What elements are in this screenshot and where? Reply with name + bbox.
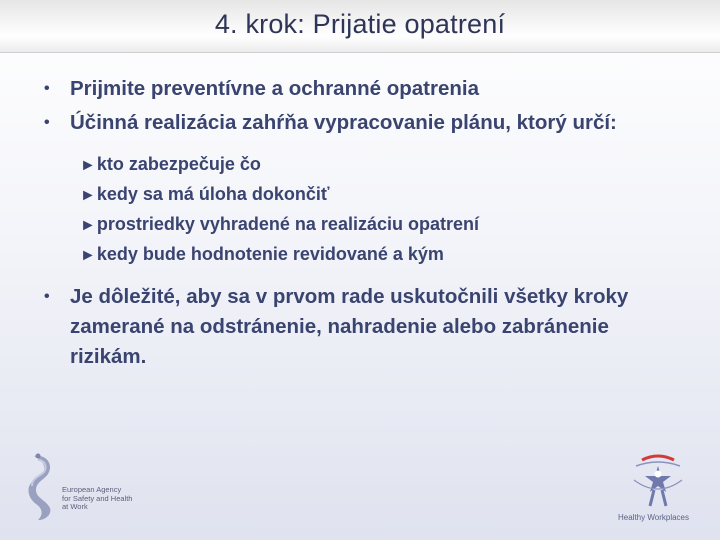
bullet-dot: •	[44, 80, 50, 97]
sub-item-text: kedy bude hodnotenie revidované a kým	[96, 244, 444, 264]
bullet-item	[44, 108, 684, 138]
title-bar	[0, 0, 720, 53]
sub-item-text: prostriedky vyhradené na realizáciu opatrení	[96, 214, 479, 234]
healthy-workplaces-label: Healthy Workplaces	[618, 513, 689, 522]
slide-content	[44, 74, 684, 372]
agency-name: European Agency for Safety and Health at Work	[62, 485, 133, 511]
arrow-right-icon: ►	[80, 217, 96, 234]
sub-item	[80, 150, 684, 180]
bullet-item	[44, 282, 684, 372]
agency-logo	[24, 452, 144, 524]
arrow-right-icon: ►	[80, 187, 96, 204]
sub-item	[80, 180, 684, 210]
sub-item-text: kto zabezpečuje čo	[96, 154, 261, 174]
sub-item	[80, 240, 684, 270]
bullet-dot: •	[44, 288, 50, 305]
sub-item-text: kedy sa má úloha dokončiť	[96, 184, 330, 204]
healthy-workplaces-emblem-icon	[614, 454, 704, 512]
sub-list	[80, 150, 684, 270]
bullet-text: Účinná realizácia zahŕňa vypracovanie plánu, ktorý určí:	[70, 111, 617, 134]
healthy-workplaces-logo	[614, 454, 704, 528]
arrow-right-icon: ►	[80, 247, 96, 264]
bullet-dot: •	[44, 114, 50, 131]
bullet-text: Prijmite preventívne a ochranné opatrenia	[70, 77, 479, 100]
slide-title: 4. krok: Prijatie opatrení	[214, 9, 506, 39]
bullet-item	[44, 74, 684, 104]
sub-item	[80, 210, 684, 240]
bullet-text: Je dôležité, aby sa v prvom rade uskutočnili všetky kroky zamerané na odstránenie, nahradenie alebo zabránenie rizikám.	[70, 285, 629, 368]
agency-emblem-icon	[24, 452, 60, 522]
arrow-right-icon: ►	[80, 157, 96, 174]
